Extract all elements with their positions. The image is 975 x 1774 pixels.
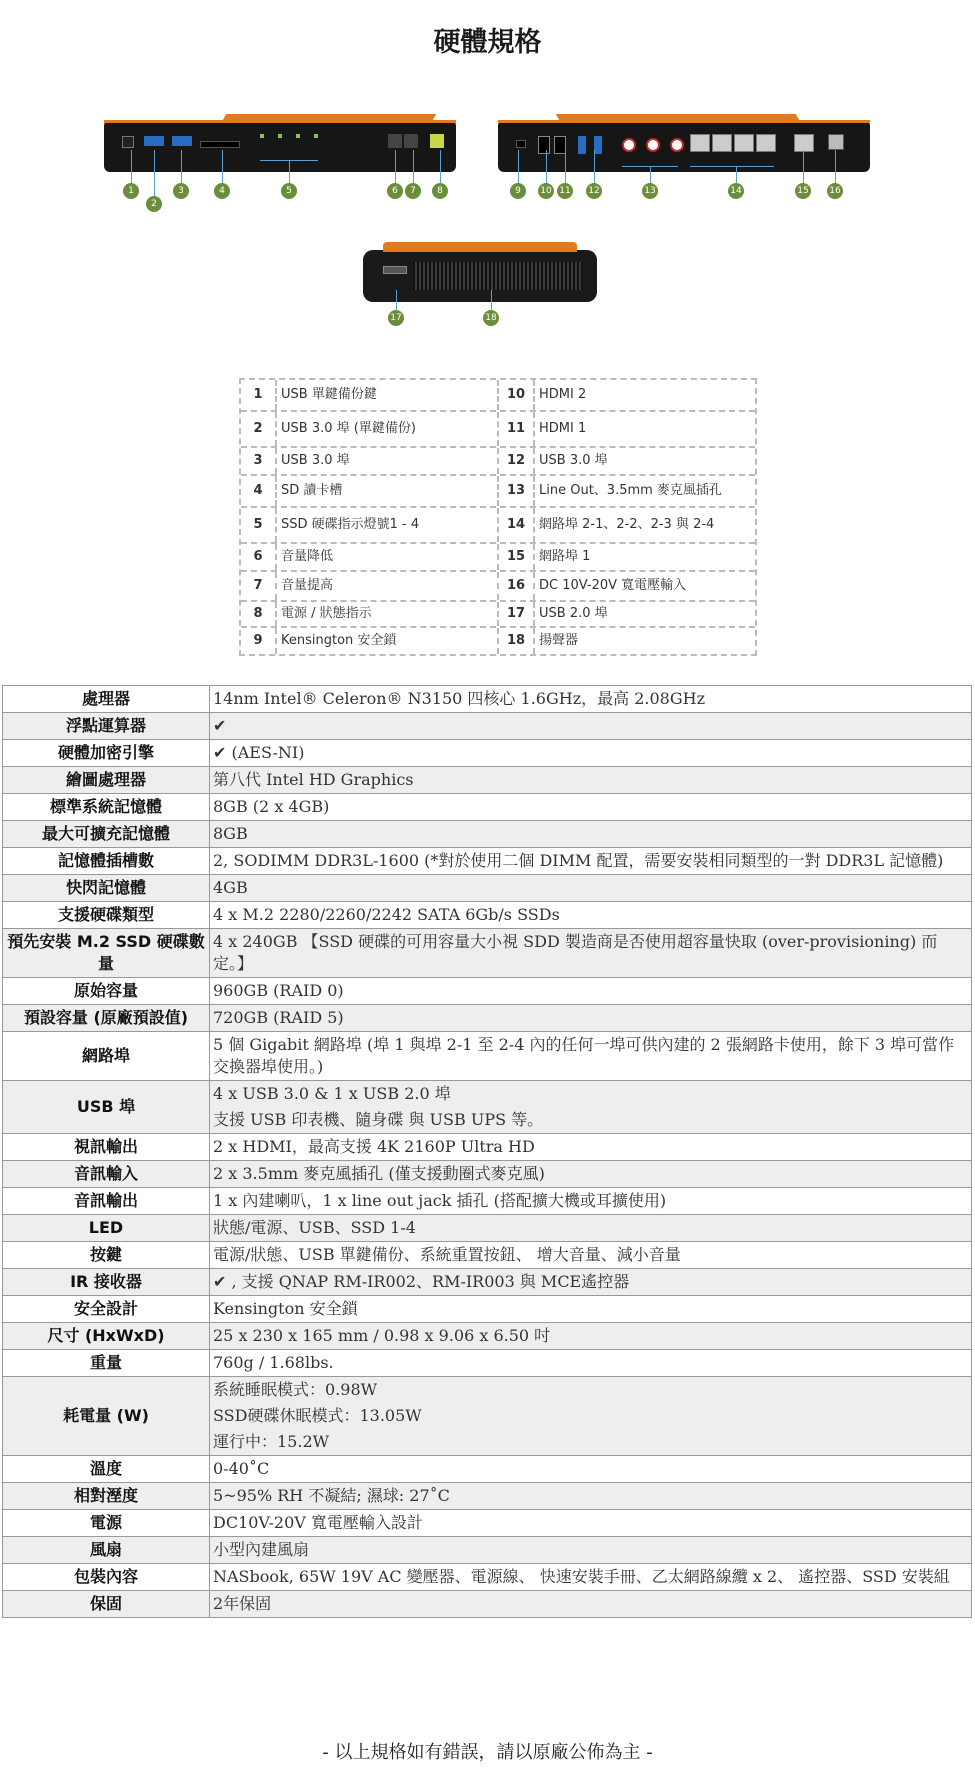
- hdmi-2-port: [538, 136, 550, 154]
- legend-number: 14: [499, 508, 535, 542]
- legend-cell: [241, 412, 497, 446]
- lan-1-port: [794, 134, 814, 152]
- spec-row: [3, 1188, 972, 1215]
- spec-row: [3, 821, 972, 848]
- spec-value: [210, 978, 972, 1005]
- legend-number: 18: [499, 628, 535, 654]
- spec-table: [2, 685, 972, 1618]
- legend-label: HDMI 1: [539, 421, 587, 436]
- legend-cell: [241, 544, 497, 570]
- rear-panel-illustration: [498, 114, 870, 174]
- spec-key: 保固: [3, 1591, 210, 1618]
- spec-value-line: DC10V-20V 寬電壓輸入設計: [213, 1513, 423, 1532]
- legend-number: 17: [499, 602, 535, 626]
- marker-4: 4: [214, 183, 230, 199]
- spec-key: 繪圖處理器: [3, 767, 210, 794]
- lan-2-4-port: [756, 134, 776, 152]
- marker-5: 5: [281, 183, 297, 199]
- spec-value: [210, 821, 972, 848]
- legend-cell: [497, 476, 755, 506]
- legend-row: [241, 380, 755, 412]
- spec-key: 預設容量 (原廠預設值): [3, 1005, 210, 1032]
- marker-1: 1: [123, 183, 139, 199]
- spec-row: [3, 1242, 972, 1269]
- front-panel-illustration: [104, 114, 456, 174]
- spec-value-line: ✔ , 支援 QNAP RM-IR002、RM-IR003 與 MCE遙控器: [213, 1272, 630, 1291]
- ssd-led-3: [296, 134, 300, 138]
- marker-2: 2: [146, 196, 162, 212]
- legend-row: [241, 628, 755, 654]
- usb3-port-rear-1: [578, 136, 586, 154]
- marker-14: 14: [728, 183, 744, 199]
- spec-value-line: 1 x 內建喇叭，1 x line out jack 插孔 (搭配擴大機或耳擴使用): [213, 1191, 667, 1210]
- spec-row: [3, 1081, 972, 1134]
- spec-key: 溫度: [3, 1456, 210, 1483]
- spec-value-line: SSD硬碟休眠模式：13.05W: [213, 1406, 422, 1425]
- spec-value: [210, 1483, 972, 1510]
- legend-cell: [241, 508, 497, 542]
- legend-label: Kensington 安全鎖: [281, 633, 397, 648]
- spec-value-line: 支援 USB 印表機、隨身碟 與 USB UPS 等。: [213, 1110, 544, 1129]
- spec-key: 最大可擴充記憶體: [3, 821, 210, 848]
- legend-number: 1: [241, 380, 277, 410]
- legend-label: USB 3.0 埠: [281, 453, 350, 468]
- spec-key: 預先安裝 M.2 SSD 硬碟數量: [3, 929, 210, 978]
- legend-number: 8: [241, 602, 277, 626]
- spec-value-line: NASbook, 65W 19V AC 變壓器、電源線、 快速安裝手冊、乙太網路線纜 x 2、 遙控器、SSD 安裝組: [213, 1567, 950, 1586]
- spec-value: [210, 1188, 972, 1215]
- spec-key: 風扇: [3, 1537, 210, 1564]
- spec-value: [210, 1591, 972, 1618]
- spec-value-line: ✔: [213, 716, 227, 735]
- spec-row: [3, 1134, 972, 1161]
- spec-value-line: 4 x 240GB 【SSD 硬碟的可用容量大小視 SDD 製造商是否使用超容量快取 (over-provisioning) 而定。】: [213, 932, 938, 973]
- spec-row: [3, 1296, 972, 1323]
- legend-number: 9: [241, 628, 277, 654]
- legend-number: 4: [241, 476, 277, 506]
- spec-value-line: 2, SODIMM DDR3L-1600 (*對於使用二個 DIMM 配置，需要安裝相同類型的一對 DDR3L 記憶體): [213, 851, 944, 870]
- spec-value-line: 狀態/電源、USB、SSD 1-4: [213, 1218, 416, 1237]
- spec-value: [210, 1377, 972, 1456]
- spec-value-line: 5 個 Gigabit 網路埠 (埠 1 與埠 2-1 至 2-4 內的任何一埠可供內建的 2 張網路卡使用，餘下 3 埠可當作交換器埠使用。): [213, 1035, 955, 1076]
- marker-10: 10: [538, 183, 554, 199]
- spec-row: [3, 1215, 972, 1242]
- legend-label: 電源 / 狀態指示: [281, 606, 372, 621]
- spec-value-line: 4 x USB 3.0 & 1 x USB 2.0 埠: [213, 1084, 451, 1103]
- spec-value-line: 2年保固: [213, 1594, 272, 1613]
- spec-row: [3, 1510, 972, 1537]
- usb3-port-front-2: [172, 136, 192, 146]
- spec-key: 重量: [3, 1350, 210, 1377]
- spec-value: [210, 1269, 972, 1296]
- spec-row: [3, 1456, 972, 1483]
- spec-key: 硬體加密引擎: [3, 740, 210, 767]
- audio-jack-1: [622, 138, 636, 152]
- spec-key: 支援硬碟類型: [3, 902, 210, 929]
- spec-row: [3, 767, 972, 794]
- spec-value-line: 2 x HDMI，最高支援 4K 2160P Ultra HD: [213, 1137, 535, 1156]
- legend-row: [241, 602, 755, 628]
- lan-2-1-port: [690, 134, 710, 152]
- spec-value: [210, 1134, 972, 1161]
- spec-value: [210, 848, 972, 875]
- page-title: 硬體規格: [433, 27, 542, 58]
- spec-value-line: 8GB: [213, 824, 248, 843]
- spec-value: [210, 1296, 972, 1323]
- legend-label: 音量降低: [281, 549, 334, 564]
- spec-value: [210, 1242, 972, 1269]
- legend-number: 13: [499, 476, 535, 506]
- volume-down-button: [388, 134, 402, 148]
- legend-row: [241, 448, 755, 476]
- spec-row: [3, 1483, 972, 1510]
- usb2-port: [383, 266, 407, 274]
- legend-label: 網路埠 2-1、2-2、2-3 與 2-4: [539, 517, 715, 532]
- marker-8: 8: [432, 183, 448, 199]
- spec-key: 原始容量: [3, 978, 210, 1005]
- legend-label: Line Out、3.5mm 麥克風插孔: [539, 483, 722, 498]
- spec-row: [3, 1161, 972, 1188]
- legend-number: 11: [499, 412, 535, 446]
- legend-label: USB 3.0 埠 (單鍵備份): [281, 421, 416, 436]
- spec-key: USB 埠: [3, 1081, 210, 1134]
- spec-value: [210, 875, 972, 902]
- spec-value: [210, 929, 972, 978]
- spec-value: [210, 1323, 972, 1350]
- marker-9: 9: [510, 183, 526, 199]
- spec-key: 視訊輸出: [3, 1134, 210, 1161]
- spec-row: [3, 740, 972, 767]
- spec-value-line: 4 x M.2 2280/2260/2242 SATA 6Gb/s SSDs: [213, 905, 560, 924]
- legend-number: 7: [241, 572, 277, 600]
- spec-key: 網路埠: [3, 1032, 210, 1081]
- legend-label: SSD 硬碟指示燈號1 - 4: [281, 517, 420, 532]
- legend-cell: [241, 602, 497, 626]
- ssd-led-4: [314, 134, 318, 138]
- legend-number: 5: [241, 508, 277, 542]
- spec-value-line: 第八代 Intel HD Graphics: [213, 770, 414, 789]
- spec-value-line: 電源/狀態、USB 單鍵備份、系統重置按鈕、 增大音量、減小音量: [213, 1245, 681, 1264]
- legend-label: 網路埠 1: [539, 549, 591, 564]
- spec-value: [210, 767, 972, 794]
- spec-key: 浮點運算器: [3, 713, 210, 740]
- spec-value: [210, 1510, 972, 1537]
- spec-row: [3, 1005, 972, 1032]
- legend-number: 3: [241, 448, 277, 474]
- spec-key: 耗電量 (W): [3, 1377, 210, 1456]
- spec-value-line: 4GB: [213, 878, 248, 897]
- spec-key: 記憶體插槽數: [3, 848, 210, 875]
- port-legend-table: [239, 378, 757, 656]
- spec-value: [210, 1564, 972, 1591]
- spec-value-line: 運行中：15.2W: [213, 1432, 330, 1451]
- dc-input-port: [828, 134, 844, 150]
- spec-key: 安全設計: [3, 1296, 210, 1323]
- spec-value: [210, 1537, 972, 1564]
- spec-row: [3, 1377, 972, 1456]
- ssd-led-2: [278, 134, 282, 138]
- legend-row: [241, 508, 755, 544]
- spec-row: [3, 1323, 972, 1350]
- usb-backup-button: [122, 136, 134, 148]
- spec-value-line: 2 x 3.5mm 麥克風插孔 (僅支援動圈式麥克風): [213, 1164, 545, 1183]
- usb3-port-front-1: [144, 136, 164, 146]
- legend-number: 10: [499, 380, 535, 410]
- spec-value-line: 760g / 1.68lbs.: [213, 1353, 334, 1372]
- spec-row: [3, 713, 972, 740]
- legend-cell: [497, 448, 755, 474]
- legend-number: 6: [241, 544, 277, 570]
- spec-row: [3, 875, 972, 902]
- spec-value-line: 系統睡眠模式：0.98W: [213, 1380, 378, 1399]
- legend-number: 16: [499, 572, 535, 600]
- spec-row: [3, 1564, 972, 1591]
- spec-row: [3, 848, 972, 875]
- spec-value-line: ✔ (AES-NI): [213, 743, 305, 762]
- volume-up-button: [404, 134, 418, 148]
- marker-16: 16: [827, 183, 843, 199]
- legend-row: [241, 476, 755, 508]
- spec-row: [3, 1350, 972, 1377]
- ssd-led-1: [260, 134, 264, 138]
- spec-key: 相對溼度: [3, 1483, 210, 1510]
- spec-row: [3, 978, 972, 1005]
- spec-value-line: 0-40˚C: [213, 1459, 270, 1478]
- spec-value-line: 小型內建風扇: [213, 1540, 310, 1559]
- spec-value: [210, 1456, 972, 1483]
- marker-13: 13: [642, 183, 658, 199]
- usb3-port-rear-2: [594, 136, 602, 154]
- spec-value-line: 25 x 230 x 165 mm / 0.98 x 9.06 x 6.50 吋: [213, 1326, 551, 1345]
- spec-value-line: 960GB (RAID 0): [213, 981, 344, 1000]
- footer-note: - 以上規格如有錯誤，請以原廠公佈為主 -: [322, 1742, 653, 1763]
- audio-jack-2: [646, 138, 660, 152]
- legend-row: [241, 572, 755, 602]
- legend-label: SD 讀卡槽: [281, 483, 343, 498]
- marker-18: 18: [483, 310, 499, 326]
- legend-cell: [241, 380, 497, 410]
- spec-key: 包裝內容: [3, 1564, 210, 1591]
- legend-label: HDMI 2: [539, 387, 587, 402]
- legend-cell: [497, 508, 755, 542]
- spec-value-line: Kensington 安全鎖: [213, 1299, 358, 1318]
- legend-row: [241, 412, 755, 448]
- legend-label: 揚聲器: [539, 633, 579, 648]
- spec-row: [3, 1032, 972, 1081]
- legend-label: DC 10V-20V 寬電壓輸入: [539, 578, 687, 593]
- legend-label: USB 單鍵備份鍵: [281, 387, 377, 402]
- spec-key: 處理器: [3, 686, 210, 713]
- marker-11: 11: [557, 183, 573, 199]
- spec-value: [210, 1215, 972, 1242]
- spec-key: 標準系統記憶體: [3, 794, 210, 821]
- spec-row: [3, 1591, 972, 1618]
- legend-label: USB 2.0 埠: [539, 606, 608, 621]
- speaker-grille: [413, 262, 583, 290]
- power-button: [430, 134, 444, 148]
- spec-key: 音訊輸出: [3, 1188, 210, 1215]
- spec-value: [210, 1081, 972, 1134]
- spec-key: 按鍵: [3, 1242, 210, 1269]
- legend-cell: [497, 380, 755, 410]
- spec-row: [3, 1269, 972, 1296]
- legend-cell: [497, 572, 755, 600]
- spec-row: [3, 929, 972, 978]
- spec-value-line: 720GB (RAID 5): [213, 1008, 344, 1027]
- spec-value: [210, 1350, 972, 1377]
- spec-row: [3, 902, 972, 929]
- marker-15: 15: [795, 183, 811, 199]
- legend-cell: [497, 544, 755, 570]
- legend-cell: [241, 448, 497, 474]
- spec-value: [210, 1032, 972, 1081]
- spec-key: 尺寸 (HxWxD): [3, 1323, 210, 1350]
- legend-cell: [497, 412, 755, 446]
- spec-value: [210, 740, 972, 767]
- legend-number: 12: [499, 448, 535, 474]
- spec-row: [3, 1537, 972, 1564]
- spec-value-line: 14nm Intel® Celeron® N3150 四核心 1.6GHz，最高 2.08GHz: [213, 689, 705, 708]
- legend-label: USB 3.0 埠: [539, 453, 608, 468]
- legend-number: 15: [499, 544, 535, 570]
- spec-row: [3, 794, 972, 821]
- legend-cell: [241, 628, 497, 654]
- spec-key: LED: [3, 1215, 210, 1242]
- spec-value: [210, 686, 972, 713]
- legend-label: 音量提高: [281, 578, 334, 593]
- legend-cell: [497, 602, 755, 626]
- spec-key: IR 接收器: [3, 1269, 210, 1296]
- legend-cell: [241, 572, 497, 600]
- marker-3: 3: [173, 183, 189, 199]
- spec-key: 快閃記憶體: [3, 875, 210, 902]
- sd-card-slot: [200, 141, 240, 148]
- marker-6: 6: [387, 183, 403, 199]
- spec-value-line: 5~95% RH 不凝結; 濕球: 27˚C: [213, 1486, 450, 1505]
- spec-value: [210, 713, 972, 740]
- spec-value: [210, 902, 972, 929]
- spec-key: 音訊輸入: [3, 1161, 210, 1188]
- legend-row: [241, 544, 755, 572]
- spec-row: [3, 686, 972, 713]
- spec-value: [210, 1005, 972, 1032]
- spec-value: [210, 1161, 972, 1188]
- legend-cell: [497, 628, 755, 654]
- marker-17: 17: [388, 310, 404, 326]
- spec-value: [210, 794, 972, 821]
- marker-12: 12: [586, 183, 602, 199]
- legend-number: 2: [241, 412, 277, 446]
- lan-2-2-port: [712, 134, 732, 152]
- spec-key: 電源: [3, 1510, 210, 1537]
- audio-jack-3: [670, 138, 684, 152]
- kensington-slot: [516, 140, 526, 148]
- side-panel-illustration: [363, 242, 597, 304]
- marker-7: 7: [405, 183, 421, 199]
- lan-2-3-port: [734, 134, 754, 152]
- legend-cell: [241, 476, 497, 506]
- spec-value-line: 8GB (2 x 4GB): [213, 797, 330, 816]
